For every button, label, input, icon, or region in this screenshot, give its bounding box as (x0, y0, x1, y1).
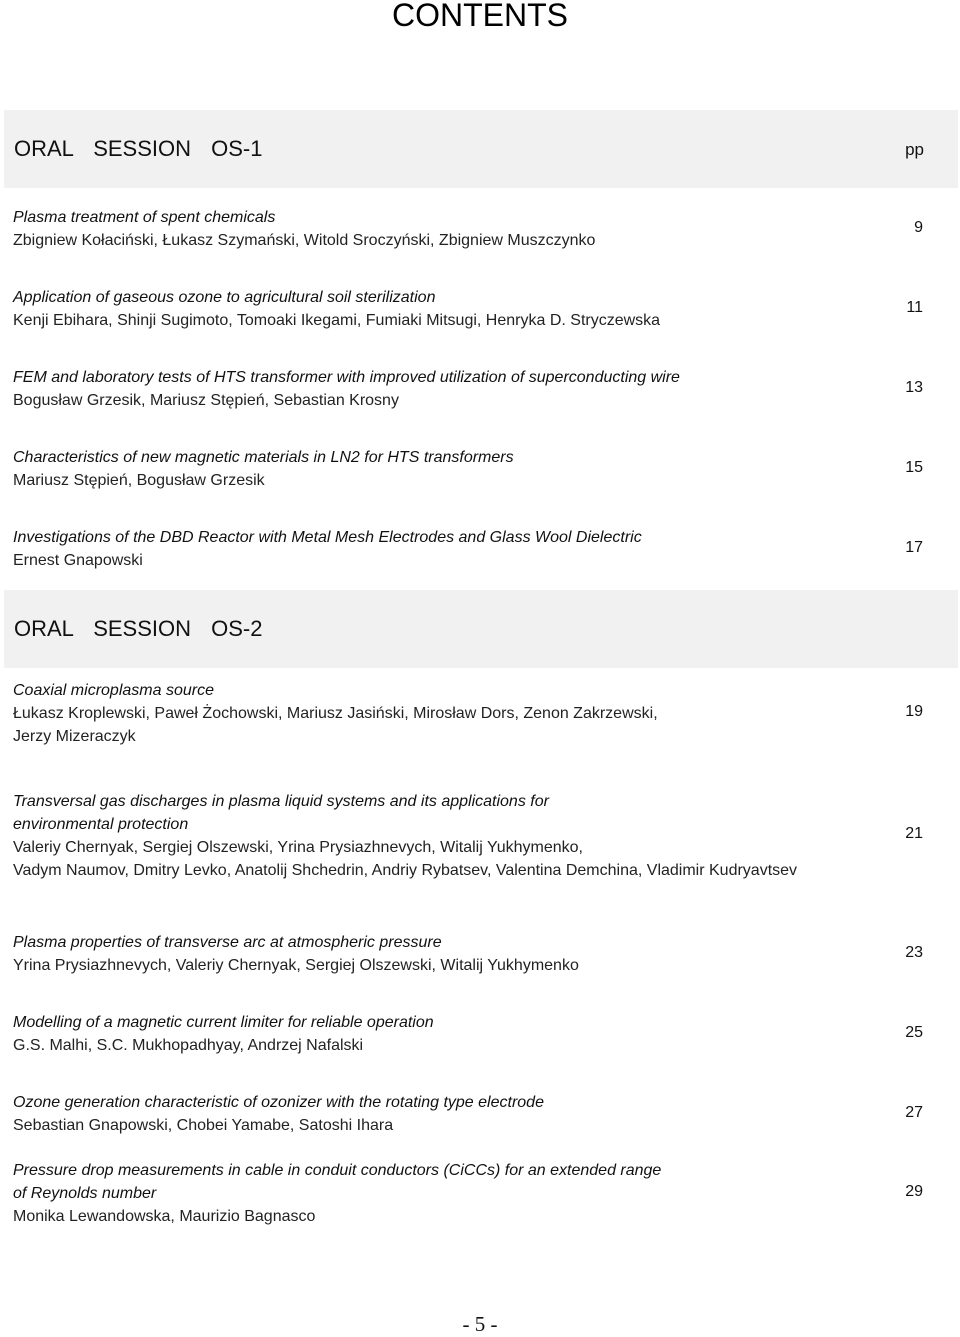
toc-entry[interactable] (13, 790, 959, 882)
entry-authors: Łukasz Kroplewski, Paweł Żochowski, Mariusz Jasiński, Mirosław Dors, Zenon Zakrzewski, (13, 705, 658, 722)
entry-authors: Valeriy Chernyak, Sergiej Olszewski, Yrina Prysiazhnevych, Witalij Yukhymenko, (13, 839, 583, 856)
entry-authors: Bogusław Grzesik, Mariusz Stępień, Sebastian Krosny (13, 392, 399, 409)
entry-title: Pressure drop measurements in cable in conduit conductors (CiCCs) for an extended range (13, 1162, 662, 1179)
entry-page-number: 21 (905, 825, 923, 842)
entry-authors: Jerzy Mizeraczyk (13, 728, 136, 745)
entry-title: Ozone generation characteristic of ozonizer with the rotating type electrode (13, 1094, 544, 1111)
entry-page-number: 25 (905, 1024, 923, 1041)
entry-page-number: 27 (905, 1104, 923, 1121)
session-label: ORAL SESSION OS-1 (14, 136, 263, 161)
entry-authors: Yrina Prysiazhnevych, Valeriy Chernyak, Sergiej Olszewski, Witalij Yukhymenko (13, 957, 579, 974)
toc-entry[interactable] (13, 931, 959, 977)
entry-authors: Vadym Naumov, Dmitry Levko, Anatolij Shchedrin, Andriy Rybatsev, Valentina Demchina, Vladimir Kudryavtsev (13, 862, 798, 879)
toc-entry[interactable] (13, 679, 959, 748)
session-header-os2 (4, 590, 958, 668)
entry-authors: Sebastian Gnapowski, Chobei Yamabe, Satoshi Ihara (13, 1117, 394, 1134)
pp-label: pp (905, 140, 924, 159)
toc-entry[interactable] (13, 1011, 959, 1057)
entry-authors: Ernest Gnapowski (13, 552, 143, 569)
entry-title: Application of gaseous ozone to agricultural soil sterilization (13, 289, 436, 306)
entry-authors: G.S. Malhi, S.C. Mukhopadhyay, Andrzej Nafalski (13, 1037, 364, 1054)
entry-title: Plasma treatment of spent chemicals (13, 209, 276, 226)
page-number-footer: - 5 - (462, 1312, 498, 1336)
entry-page-number: 19 (905, 703, 923, 720)
entry-title: Plasma properties of transverse arc at atmospheric pressure (13, 934, 442, 951)
entry-title: Characteristics of new magnetic materials in LN2 for HTS transformers (13, 449, 514, 466)
toc-entry[interactable] (13, 1159, 959, 1228)
entry-page-number: 29 (905, 1183, 923, 1200)
toc-entry[interactable] (13, 366, 959, 412)
toc-entry[interactable] (13, 286, 959, 332)
session-label: ORAL SESSION OS-2 (14, 616, 263, 641)
entry-title: environmental protection (13, 816, 189, 833)
entry-title: FEM and laboratory tests of HTS transformer with improved utilization of superconducting wire (13, 369, 680, 386)
entry-title: Transversal gas discharges in plasma liquid systems and its applications for (13, 793, 549, 810)
entry-page-number: 9 (914, 219, 923, 236)
entry-authors: Zbigniew Kołaciński, Łukasz Szymański, Witold Sroczyński, Zbigniew Muszczynko (13, 232, 596, 249)
entry-title: Modelling of a magnetic current limiter for reliable operation (13, 1014, 434, 1031)
toc-entry[interactable] (13, 1091, 959, 1137)
toc-entry[interactable] (13, 446, 959, 492)
entry-title: of Reynolds number (13, 1185, 157, 1202)
entry-title: Investigations of the DBD Reactor with Metal Mesh Electrodes and Glass Wool Dielectric (13, 529, 642, 546)
toc-entry[interactable] (13, 206, 959, 252)
entry-page-number: 17 (905, 539, 923, 556)
entry-authors: Mariusz Stępień, Bogusław Grzesik (13, 472, 265, 489)
entry-authors: Kenji Ebihara, Shinji Sugimoto, Tomoaki Ikegami, Fumiaki Mitsugi, Henryka D. Stryczewska (13, 312, 661, 329)
entry-page-number: 13 (905, 379, 923, 396)
entry-page-number: 15 (905, 459, 923, 476)
entry-title: Coaxial microplasma source (13, 682, 214, 699)
entry-page-number: 11 (906, 299, 923, 316)
page-title: CONTENTS (392, 0, 568, 33)
toc-entry[interactable] (13, 526, 959, 572)
entry-page-number: 23 (905, 944, 923, 961)
entry-authors: Monika Lewandowska, Maurizio Bagnasco (13, 1208, 316, 1225)
session-header-os1 (4, 110, 958, 188)
